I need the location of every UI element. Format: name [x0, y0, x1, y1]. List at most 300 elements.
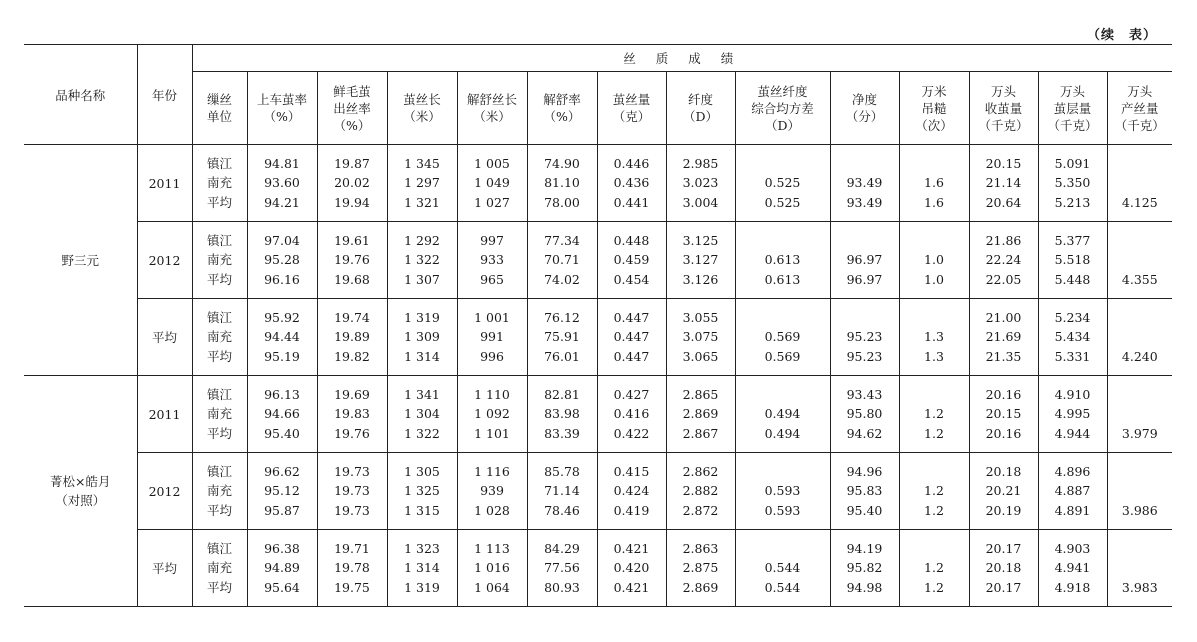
cell-stack	[528, 539, 597, 598]
header-year: 年份	[137, 45, 192, 145]
cell-stack	[528, 385, 597, 444]
data-cell	[317, 453, 387, 530]
cell-value	[1108, 558, 1173, 578]
cell-stack	[1108, 539, 1173, 598]
cell-value: 3.983	[1121, 579, 1158, 595]
cell-value: 21.00	[985, 309, 1022, 325]
cell-value: 96.97	[846, 252, 883, 268]
cell-value: 1.6	[924, 194, 944, 210]
cell-value: 3.126	[682, 271, 719, 287]
cell-stack	[318, 539, 387, 598]
cell-stack	[831, 231, 899, 290]
cell-value: 0.494	[764, 425, 801, 441]
cell-stack	[1108, 154, 1173, 213]
cell-stack	[900, 539, 969, 598]
data-cell	[666, 453, 735, 530]
data-cell	[899, 299, 969, 376]
cell-value: 3.023	[682, 175, 719, 191]
data-cell	[317, 222, 387, 299]
cell-value: 0.569	[764, 329, 801, 345]
column-header	[457, 72, 527, 145]
data-cell	[457, 376, 527, 453]
data-cell	[899, 222, 969, 299]
data-cell	[527, 376, 597, 453]
cell-value: 4.355	[1121, 271, 1158, 287]
cell-value: 3.075	[682, 329, 719, 345]
cell-value: 1 345	[404, 155, 440, 171]
column-header-line: 综合均方差	[751, 100, 814, 116]
cell-value: 19.94	[334, 194, 370, 210]
cell-value: 1 307	[404, 271, 440, 287]
column-header-line: （千克）	[978, 117, 1029, 133]
cell-value: 4.918	[1054, 579, 1091, 595]
cell-value: 0.422	[613, 425, 650, 441]
cell-value: 19.73	[334, 483, 370, 499]
cell-value: 95.19	[264, 348, 300, 364]
data-cell	[830, 145, 899, 222]
data-cell	[457, 299, 527, 376]
cell-value: 80.93	[544, 579, 580, 595]
cell-value: 4.944	[1054, 425, 1091, 441]
cell-stack	[831, 539, 899, 598]
column-header	[527, 72, 597, 145]
cell-value: 20.15	[985, 406, 1022, 422]
data-cell	[830, 299, 899, 376]
table-row	[24, 376, 1172, 453]
data-cell	[597, 376, 666, 453]
cell-value: 1 341	[404, 386, 440, 402]
cell-stack	[1108, 385, 1173, 444]
cell-value: 5.091	[1054, 155, 1091, 171]
year-cell: 2011	[137, 376, 192, 453]
cell-stack	[970, 385, 1038, 444]
cell-value	[736, 308, 830, 328]
cell-stack	[970, 231, 1038, 290]
data-cell	[597, 145, 666, 222]
cell-value: 81.10	[544, 175, 580, 191]
cell-value: 94.21	[264, 194, 300, 210]
cell-stack	[1039, 231, 1107, 290]
cell-value: 95.12	[264, 483, 300, 499]
data-cell	[735, 299, 830, 376]
data-cell	[666, 299, 735, 376]
column-header-line: 出丝率	[333, 100, 371, 116]
cell-value: 5.377	[1054, 232, 1091, 248]
cell-value: 1.2	[924, 502, 944, 518]
cell-value: 4.941	[1054, 560, 1091, 576]
cell-value: 0.613	[764, 271, 801, 287]
cell-value: 镇江	[206, 540, 232, 556]
cell-value: 22.24	[985, 252, 1022, 268]
column-header	[1107, 72, 1172, 145]
cell-stack	[458, 154, 527, 213]
year-cell: 2012	[137, 453, 192, 530]
column-header-line: 茧丝量	[612, 92, 651, 107]
cell-stack	[528, 462, 597, 521]
cell-value: 93.60	[264, 175, 300, 191]
silk-quality-table	[24, 44, 1172, 607]
cell-stack	[1039, 154, 1107, 213]
cell-value: 1 005	[474, 155, 510, 171]
cell-value: 19.83	[334, 406, 370, 422]
cell-stack	[193, 308, 247, 367]
year-cell: 2011	[137, 145, 192, 222]
cell-value: 南充	[206, 329, 232, 345]
cell-value	[900, 231, 969, 251]
cell-value	[1108, 327, 1173, 347]
cell-value: 78.46	[544, 502, 580, 518]
cell-stack	[598, 154, 666, 213]
cell-value: 1.0	[924, 252, 944, 268]
cell-stack	[458, 308, 527, 367]
cell-stack	[248, 231, 317, 290]
cell-stack	[598, 462, 666, 521]
cell-value: 19.68	[334, 271, 370, 287]
cell-value: 20.17	[985, 540, 1022, 556]
cell-value: 74.90	[544, 155, 580, 171]
cell-value: 95.40	[846, 502, 883, 518]
cell-value: 3.127	[682, 252, 719, 268]
table-row	[24, 530, 1172, 607]
cell-value: 84.29	[544, 540, 580, 556]
data-cell	[735, 376, 830, 453]
cell-value: 20.18	[985, 560, 1022, 576]
cell-stack	[1108, 308, 1173, 367]
data-cell	[1107, 376, 1172, 453]
data-cell	[969, 530, 1038, 607]
column-header-line: 万头	[990, 83, 1016, 99]
cell-stack	[970, 308, 1038, 367]
cell-value: 1 297	[404, 175, 440, 191]
data-cell	[457, 453, 527, 530]
cell-value: 2.869	[682, 579, 719, 595]
cell-value: 95.23	[846, 348, 883, 364]
column-header-line: （%）	[543, 109, 581, 124]
cell-value: 平均	[206, 579, 232, 595]
data-cell	[1038, 145, 1107, 222]
data-cell	[387, 376, 457, 453]
cell-value: 0.448	[613, 232, 650, 248]
data-cell	[735, 530, 830, 607]
cell-value: 0.447	[613, 309, 650, 325]
data-cell	[317, 299, 387, 376]
column-header	[317, 72, 387, 145]
cell-value	[831, 308, 899, 328]
cell-stack	[248, 308, 317, 367]
cell-value: 1.2	[924, 406, 944, 422]
cell-value: 0.421	[613, 579, 650, 595]
cell-stack	[667, 462, 735, 521]
cell-value: 1 304	[404, 406, 440, 422]
data-cell	[597, 453, 666, 530]
cell-value	[736, 231, 830, 251]
cell-value: 19.82	[334, 348, 370, 364]
data-cell	[192, 145, 247, 222]
cell-value	[736, 462, 830, 482]
cell-value: 95.82	[846, 560, 883, 576]
cell-value: 83.98	[544, 406, 580, 422]
cell-stack	[388, 154, 457, 213]
data-cell	[527, 222, 597, 299]
cell-value: 2.872	[682, 502, 719, 518]
data-cell	[597, 530, 666, 607]
cell-stack	[318, 462, 387, 521]
cell-value: 平均	[206, 194, 232, 210]
cell-value: 20.21	[985, 483, 1022, 499]
cell-value: 1 064	[474, 579, 510, 595]
cell-stack	[667, 231, 735, 290]
cell-value: 1 027	[474, 194, 510, 210]
cell-value: 0.427	[613, 386, 650, 402]
column-header-line: 净度	[851, 92, 877, 107]
column-header	[1038, 72, 1107, 145]
cell-value: 20.16	[985, 425, 1022, 441]
column-header-line: （D）	[682, 109, 719, 124]
cell-value: 平均	[206, 348, 232, 364]
cell-value: 0.544	[764, 579, 801, 595]
data-cell	[830, 453, 899, 530]
cell-stack	[1108, 462, 1173, 521]
cell-stack	[970, 462, 1038, 521]
cell-value: 20.15	[985, 155, 1022, 171]
cell-value: 0.459	[613, 252, 650, 268]
data-cell	[830, 376, 899, 453]
cell-value: 97.04	[264, 232, 300, 248]
cell-value: 83.39	[544, 425, 580, 441]
column-header-line: （米）	[473, 109, 511, 124]
data-cell	[192, 299, 247, 376]
variety-name	[24, 145, 137, 376]
cell-stack	[248, 385, 317, 444]
data-cell	[247, 453, 317, 530]
cell-stack	[900, 385, 969, 444]
data-cell	[666, 222, 735, 299]
cell-value: 20.17	[985, 579, 1022, 595]
cell-stack	[831, 154, 899, 213]
data-cell	[387, 299, 457, 376]
cell-value: 19.61	[334, 232, 370, 248]
cell-value: 96.16	[264, 271, 300, 287]
cell-value: 1 322	[404, 252, 440, 268]
cell-value: 5.331	[1054, 348, 1091, 364]
table-row	[24, 145, 1172, 222]
cell-value: 4.910	[1054, 386, 1091, 402]
variety-name	[24, 376, 137, 607]
cell-value	[1108, 154, 1173, 174]
cell-stack	[388, 385, 457, 444]
data-cell	[387, 530, 457, 607]
cell-value: 3.125	[682, 232, 719, 248]
data-cell	[317, 376, 387, 453]
column-header-line: （克）	[612, 109, 651, 124]
cell-value	[900, 539, 969, 559]
cell-stack	[736, 308, 830, 367]
cell-value: 镇江	[206, 309, 232, 325]
cell-stack	[598, 231, 666, 290]
cell-value: 21.69	[985, 329, 1022, 345]
column-header	[192, 72, 247, 145]
cell-value: 0.494	[764, 406, 801, 422]
cell-value: 77.34	[544, 232, 580, 248]
cell-value: 4.903	[1054, 540, 1091, 556]
cell-stack	[900, 154, 969, 213]
column-header-line: （次）	[915, 117, 953, 133]
data-cell	[899, 453, 969, 530]
cell-stack	[831, 385, 899, 444]
cell-value: 0.525	[764, 175, 801, 191]
column-header-line: 产丝量	[1121, 100, 1159, 116]
cell-value: 95.23	[846, 329, 883, 345]
column-header	[387, 72, 457, 145]
cell-stack	[667, 385, 735, 444]
data-cell	[666, 145, 735, 222]
column-header-line: 上车茧率	[256, 92, 307, 107]
cell-value: 5.434	[1054, 329, 1091, 345]
cell-value: 19.73	[334, 463, 370, 479]
cell-value: 1 016	[474, 560, 510, 576]
cell-value: 95.83	[846, 483, 883, 499]
column-header-line: （千克）	[1047, 117, 1098, 133]
cell-value	[1108, 404, 1173, 424]
cell-stack	[736, 154, 830, 213]
cell-value	[1108, 539, 1173, 559]
cell-value: 5.213	[1054, 194, 1091, 210]
data-cell	[899, 376, 969, 453]
column-header	[899, 72, 969, 145]
column-header-line: （D）	[764, 117, 801, 133]
data-cell	[247, 222, 317, 299]
column-header-line: 吊糙	[921, 100, 947, 116]
cell-value: 1.2	[924, 560, 944, 576]
cell-value: 镇江	[206, 463, 232, 479]
cell-value: 1.0	[924, 271, 944, 287]
year-cell: 平均	[137, 299, 192, 376]
cell-value: 95.92	[264, 309, 300, 325]
data-cell	[527, 530, 597, 607]
column-header-line: 万头	[1059, 83, 1085, 99]
cell-value: 2.985	[682, 155, 719, 171]
cell-value: 0.416	[613, 406, 650, 422]
cell-value: 20.19	[985, 502, 1022, 518]
table-row	[24, 299, 1172, 376]
data-cell	[735, 145, 830, 222]
data-cell	[247, 145, 317, 222]
cell-value: 1.3	[924, 329, 944, 345]
cell-value: 19.78	[334, 560, 370, 576]
cell-value: 3.979	[1121, 425, 1158, 441]
data-cell	[457, 530, 527, 607]
cell-value: 94.81	[264, 155, 300, 171]
cell-stack	[458, 462, 527, 521]
column-header-line: 解舒丝长	[466, 92, 517, 107]
column-header	[666, 72, 735, 145]
cell-value: 2.865	[682, 386, 719, 402]
cell-value: 94.96	[846, 463, 883, 479]
cell-value: 96.97	[846, 271, 883, 287]
cell-value: 2.867	[682, 425, 719, 441]
cell-stack	[388, 462, 457, 521]
cell-value: 4.891	[1054, 502, 1091, 518]
column-header	[597, 72, 666, 145]
data-cell	[247, 376, 317, 453]
data-cell	[1038, 299, 1107, 376]
variety-name-line: 菁松×皓月	[50, 474, 111, 489]
cell-stack	[1039, 308, 1107, 367]
column-header-line: 收茧量	[984, 100, 1023, 116]
data-cell	[969, 299, 1038, 376]
cell-value	[1108, 385, 1173, 405]
column-header-line: （分）	[845, 109, 884, 124]
column-header-row	[24, 72, 1172, 145]
data-cell	[192, 530, 247, 607]
cell-stack	[193, 385, 247, 444]
data-cell	[387, 145, 457, 222]
cell-value	[831, 154, 899, 174]
cell-value: 0.613	[764, 252, 801, 268]
header-group: 丝 质 成 绩	[192, 45, 1172, 72]
cell-stack	[193, 231, 247, 290]
year-cell: 2012	[137, 222, 192, 299]
data-cell	[387, 453, 457, 530]
cell-value: 20.02	[334, 175, 370, 191]
column-header	[247, 72, 317, 145]
cell-value: 0.447	[613, 348, 650, 364]
cell-stack	[736, 539, 830, 598]
cell-value: 1.2	[924, 579, 944, 595]
data-cell	[1038, 376, 1107, 453]
cell-stack	[388, 308, 457, 367]
cell-value: 南充	[206, 175, 232, 191]
cell-value: 0.441	[613, 194, 650, 210]
cell-value: 1 314	[404, 348, 440, 364]
cell-value	[900, 462, 969, 482]
cell-value: 0.446	[613, 155, 650, 171]
cell-value: 77.56	[544, 560, 580, 576]
column-header-line: （米）	[403, 109, 441, 124]
cell-value: 1 116	[474, 463, 510, 479]
cell-value: 1 321	[404, 194, 440, 210]
cell-value: 1 292	[404, 232, 440, 248]
cell-value: 74.02	[544, 271, 580, 287]
cell-stack	[528, 308, 597, 367]
column-header-line: 万头	[1127, 83, 1153, 99]
cell-value: 0.447	[613, 329, 650, 345]
cell-value: 0.436	[613, 175, 650, 191]
cell-value: 0.415	[613, 463, 650, 479]
cell-stack	[1039, 539, 1107, 598]
cell-value: 21.86	[985, 232, 1022, 248]
cell-value: 1 001	[474, 309, 510, 325]
data-cell	[899, 145, 969, 222]
column-header-line: （%）	[333, 117, 371, 133]
cell-stack	[1108, 231, 1173, 290]
cell-value: 1 323	[404, 540, 440, 556]
cell-value: 19.69	[334, 386, 370, 402]
column-header-line: 茧层量	[1053, 100, 1092, 116]
cell-value: 平均	[206, 425, 232, 441]
cell-stack	[970, 539, 1038, 598]
cell-stack	[458, 231, 527, 290]
year-cell: 平均	[137, 530, 192, 607]
header-variety: 品种名称	[24, 45, 137, 145]
cell-value: 94.19	[846, 540, 883, 556]
cell-stack	[736, 385, 830, 444]
cell-value: 94.89	[264, 560, 300, 576]
cell-value: 997	[480, 232, 504, 248]
cell-value: 94.66	[264, 406, 300, 422]
cell-value: 镇江	[206, 386, 232, 402]
cell-value: 95.64	[264, 579, 300, 595]
